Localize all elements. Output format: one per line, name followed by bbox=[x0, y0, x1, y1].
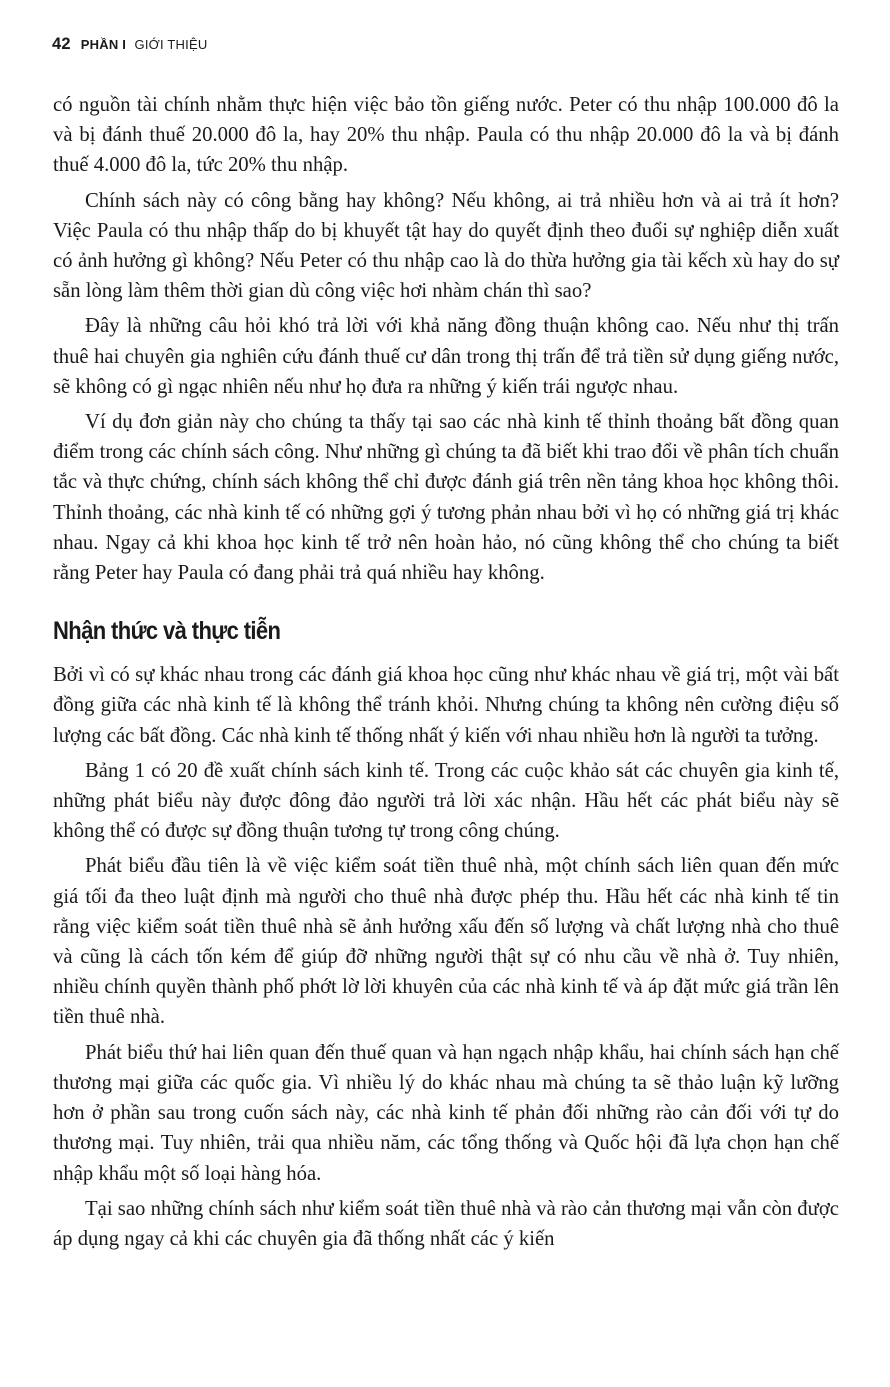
page-number: 42 bbox=[52, 35, 71, 53]
paragraph: Bảng 1 có 20 đề xuất chính sách kinh tế. Trong các cuộc khảo sát các chuyên gia kinh tế, những phát biểu này được đông đảo người trả lời xác nhận. Hầu hết các phát biểu này sẽ không thể có được sự đồng thuận tương tự trong công chúng. bbox=[53, 759, 839, 843]
paragraph: Đây là những câu hỏi khó trả lời với khả năng đồng thuận không cao. Nếu như thị trấn thuê hai chuyên gia nghiên cứu đánh thuế cư dân trong thị trấn để trả tiền sử dụng giếng nước, sẽ không có gì ngạc nhiên nếu như họ đưa ra những ý kiến trái ngược nhau. bbox=[53, 315, 839, 398]
running-header bbox=[52, 35, 207, 54]
paragraph: có nguồn tài chính nhằm thực hiện việc bảo tồn giếng nước. Peter có thu nhập 100.000 đô la và bị đánh thuế 20.000 đô la, hay 20% thu nhập. Paula có thu nhập 20.000 đô la và bị đánh thuế 4.000 đô la, tức 20% thu nhập. bbox=[53, 94, 839, 177]
paragraph: Phát biểu thứ hai liên quan đến thuế quan và hạn ngạch nhập khẩu, hai chính sách hạn chế thương mại giữa các quốc gia. Vì nhiều lý do khác nhau mà chúng ta sẽ thảo luận kỹ lưỡng hơn ở phần sau trong cuốn sách này, các nhà kinh tế phản đối những rào cản đối với tự do thương mại. Tuy nhiên, trải qua nhiều năm, các tổng thống và Quốc hội đã lựa chọn hạn chế nhập khẩu một số loại hàng hóa. bbox=[53, 1041, 839, 1185]
paragraph: Ví dụ đơn giản này cho chúng ta thấy tại sao các nhà kinh tế thỉnh thoảng bất đồng quan điểm trong các chính sách công. Như những gì chúng ta đã biết khi trao đổi về phân tích chuẩn tắc và thực chứng, chính sách không thể chỉ được đánh giá trên nền tảng khoa học không thôi. Thỉnh thoảng, các nhà kinh tế có những gợi ý tương phản nhau bởi vì họ có những giá trị khác nhau. Ngay cả khi khoa học kinh tế trở nên hoàn hảo, nó cũng không thể cho chúng ta biết rằng Peter hay Paula có đang phải trả quá nhiều hay không. bbox=[53, 411, 839, 585]
paragraph: Tại sao những chính sách như kiểm soát tiền thuê nhà và rào cản thương mại vẫn còn được áp dụng ngay cả khi các chuyên gia đã thống nhất các ý kiến bbox=[53, 1197, 839, 1250]
paragraph: Chính sách này có công bằng hay không? Nếu không, ai trả nhiều hơn và ai trả ít hơn? Việc Paula có thu nhập thấp do bị khuyết tật hay do quyết định theo đuổi sự nghiệp diễn xuất có ảnh hưởng gì không? Nếu Peter có thu nhập cao là do thừa hưởng gia tài kếch xù hay do sự sẵn lòng làm thêm thời gian dù công việc hơi nhàm chán thì sao? bbox=[53, 189, 839, 303]
page-body bbox=[53, 90, 839, 1254]
paragraph: Bởi vì có sự khác nhau trong các đánh giá khoa học cũng như khác nhau về giá trị, một vài bất đồng giữa các nhà kinh tế là không thể tránh khỏi. Nhưng chúng ta không nên cường điệu số lượng các bất đồng. Các nhà kinh tế thống nhất ý kiến với nhau nhiều hơn là người ta tưởng. bbox=[53, 664, 839, 747]
section-label: GIỚI THIỆU bbox=[134, 37, 208, 52]
paragraph: Phát biểu đầu tiên là về việc kiểm soát tiền thuê nhà, một chính sách liên quan đến mức giá tối đa theo luật định mà người cho thuê nhà được phép thu. Hầu hết các nhà kinh tế tin rằng việc kiểm soát tiền thuê nhà sẽ ảnh hưởng xấu đến số lượng và chất lượng nhà cho thuê và cũng là cách tốn kém để giúp đỡ những người thật sự có nhu cầu về nhà ở. Tuy nhiên, nhiều chính quyền thành phố phớt lờ lời khuyên của các nhà kinh tế và áp đặt mức giá trần lên tiền thuê nhà. bbox=[53, 855, 839, 1029]
section-heading: Nhận thức và thực tiễn bbox=[53, 617, 281, 646]
part-label: PHẦN I bbox=[80, 37, 127, 52]
